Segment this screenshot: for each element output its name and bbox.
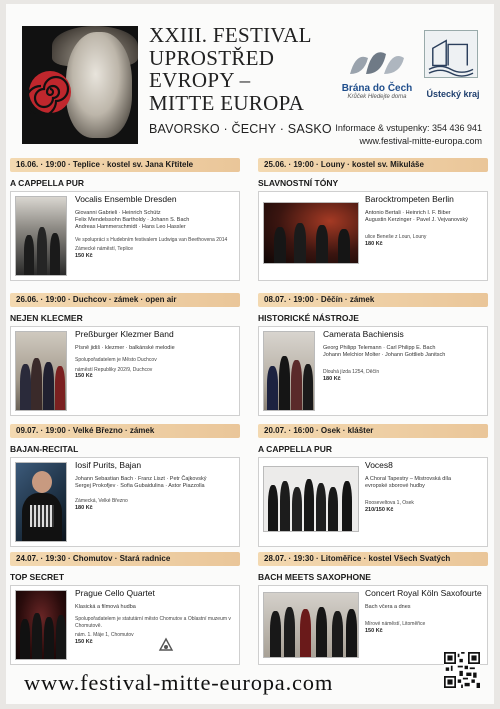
figure: [279, 356, 290, 410]
title-line: EVROPY –: [149, 68, 251, 92]
event-card: [258, 424, 488, 547]
program-line: Felix Mendelssohn Bartholdy · Johann S. Bach: [75, 217, 190, 224]
event-note: Spolupořadatelem je Město Duchcov: [75, 357, 157, 364]
portrait-face: [66, 32, 132, 138]
contact-block: [335, 122, 482, 148]
ensemble-photo: [263, 202, 359, 264]
performer-head: [32, 471, 52, 493]
ustecky-kraj-name: Ústecký kraj: [426, 89, 480, 99]
figure: [268, 485, 278, 531]
program-line: Augustin Kerzinger · Pavel J. Vejvanovský: [365, 217, 469, 224]
program-line: Andreas Hammerschmidt · Hans Leo Hassler: [75, 224, 186, 231]
figure: [280, 481, 290, 531]
brana-do-cech-name: Brána do Čech: [341, 83, 413, 94]
figure: [20, 619, 30, 659]
event-date-bar: 09.07. · 19:00 · Velké Březno · zámek: [10, 424, 240, 438]
event-details: [10, 585, 240, 665]
event-address: ulice Beneše z Loun, Louny: [365, 234, 427, 241]
event-address: nám. 1. Máje 1, Chomutov: [75, 632, 134, 639]
event-address: Zámecké náměstí, Teplice: [75, 246, 133, 253]
event-date-bar: 25.06. · 19:00 · Louny · kostel sv. Mikuláše: [258, 158, 488, 172]
event-card: [10, 158, 240, 281]
event-heading: BAJAN-RECITAL: [10, 444, 79, 454]
figure: [37, 227, 47, 275]
ustecky-kraj-logo: [424, 30, 482, 99]
figure: [332, 611, 343, 657]
event-details: [258, 191, 488, 281]
figure: [43, 362, 54, 410]
program-line: Sergej Prokofjev · Sofia Gubaidulina · Astor Piazzolla: [75, 483, 205, 490]
festival-title: [149, 24, 312, 114]
event-price: 150 Kč: [75, 252, 93, 259]
event-card: [258, 158, 488, 281]
event-date-bar: 26.06. · 19:00 · Duchcov · zámek · open air: [10, 293, 240, 307]
figure: [328, 487, 338, 531]
event-price: 210/150 Kč: [365, 506, 394, 513]
performer-name: Concert Royal Köln Saxofourte: [365, 588, 482, 598]
event-date-bar: 08.07. · 19:00 · Děčín · zámek: [258, 293, 488, 307]
event-heading: BACH MEETS SAXOPHONE: [258, 572, 371, 582]
event-price: 150 Kč: [75, 373, 93, 380]
figure: [291, 360, 302, 410]
figure: [284, 607, 295, 657]
figure: [20, 364, 31, 410]
event-date-bar: 28.07. · 19:30 · Litoměřice · kostel Všech Svatých: [258, 552, 488, 566]
brana-do-cech-logo: [340, 44, 414, 100]
ensemble-photo: [263, 592, 359, 658]
program-line: evropské sborové hudby: [365, 483, 425, 490]
event-address: náměstí Republiky 202/9, Duchcov: [75, 366, 153, 373]
figure: [31, 358, 42, 410]
event-address: Dlouhá jízda 1254, Děčín: [323, 369, 380, 376]
performer-name: Vocalis Ensemble Dresden: [75, 194, 177, 204]
ensemble-photo: [15, 331, 67, 411]
ensemble-photo: [263, 331, 315, 411]
event-note: Spolupořadatelem je statutární město Chomutov a Oblastní muzeum v Chomutově.: [75, 616, 231, 629]
figure: [32, 613, 42, 659]
title-line: XXIII. FESTIVAL: [149, 23, 312, 47]
program-line: Bach včera a dnes: [365, 604, 411, 610]
event-price: 180 Kč: [323, 375, 341, 382]
event-address: Zámecká, Velké Březno: [75, 498, 128, 505]
event-heading: NEJEN KLECMER: [10, 313, 83, 323]
figure: [292, 487, 302, 531]
figure: [346, 609, 357, 657]
figure: [44, 617, 54, 659]
event-heading: A CAPPELLA PUR: [10, 178, 84, 188]
figure: [316, 607, 327, 657]
ensemble-photo: [263, 466, 359, 532]
event-info: [75, 329, 235, 379]
program-line: Antonio Bertali · Heinrich I. F. Biber: [365, 210, 451, 216]
figure: [55, 366, 65, 410]
performer-name: Preßburger Klezmer Band: [75, 329, 174, 339]
figure: [50, 233, 60, 275]
event-info: [365, 460, 483, 513]
event-card: [258, 552, 488, 665]
performer-name: Prague Cello Quartet: [75, 588, 155, 598]
event-info: [365, 588, 483, 634]
event-info: [75, 194, 235, 259]
brana-do-cech-mark-icon: [346, 44, 408, 76]
event-price: 180 Kč: [365, 240, 383, 247]
event-card: [10, 293, 240, 416]
event-card: [10, 552, 240, 665]
festival-poster: [6, 4, 494, 704]
event-note: Ve spolupráci s Hudebním festivalem Ludwiga van Beethovena 2014: [75, 236, 228, 243]
event-address: Rooseveltova 1, Osek: [365, 500, 414, 507]
event-price: 180 Kč: [75, 504, 93, 511]
event-card: [10, 424, 240, 547]
ustecky-kraj-mark-icon: [424, 30, 478, 78]
figure: [342, 481, 352, 531]
performer-name: Voces8: [365, 460, 393, 470]
figure: [270, 611, 281, 657]
figure: [267, 366, 278, 410]
event-details: [10, 326, 240, 416]
program-line: Písně jidiš · klezmer · balkánské melodie: [75, 345, 175, 351]
figure: [304, 479, 314, 531]
figure: [338, 229, 350, 263]
program-line: Johann Sebastian Bach · Franz Liszt · Petr Čajkovský: [75, 476, 207, 482]
event-price: 150 Kč: [365, 627, 383, 634]
qr-code-icon[interactable]: [444, 652, 480, 688]
title-line: UPROSTŘED: [149, 45, 275, 70]
event-date-bar: 20.07. · 16:00 · Osek · klášter: [258, 424, 488, 438]
brana-do-cech-tagline: Krůček Hledejte doma: [347, 94, 407, 100]
event-details: [258, 457, 488, 547]
performer-name: Barocktrompeten Berlin: [365, 194, 454, 204]
title-line: MITTE EUROPA: [149, 90, 305, 115]
event-date-bar: 16.06. · 19:00 · Teplice · kostel sv. Jana Křtitele: [10, 158, 240, 172]
figure: [24, 235, 34, 275]
audio-logo-icon: [157, 636, 175, 654]
event-date-bar: 24.07. · 19:30 · Chomutov · Stará radnice: [10, 552, 240, 566]
figure: [274, 227, 286, 263]
program-line: Giovanni Gabrieli · Heinrich Schütz: [75, 210, 161, 216]
event-heading: HISTORICKÉ NÁSTROJE: [258, 313, 359, 323]
event-info: [75, 460, 235, 511]
program-line: A Choral Tapestry – Mistrovská díla: [365, 476, 452, 482]
figure: [300, 609, 311, 657]
event-card: [258, 293, 488, 416]
event-details: [10, 191, 240, 281]
figure: [303, 364, 313, 410]
performer-name: Iosif Purits, Bajan: [75, 460, 142, 470]
event-price: 150 Kč: [75, 638, 93, 645]
ensemble-photo: [15, 590, 67, 660]
program-line: Klasická a filmová hudba: [75, 604, 136, 610]
figure: [316, 483, 326, 531]
bajan-instrument: [30, 505, 54, 527]
event-address: Mírové náměstí, Litoměřice: [365, 621, 426, 628]
event-heading: SLAVNOSTNÍ TÓNY: [258, 178, 339, 188]
footer-website[interactable]: www.festival-mitte-europa.com: [24, 670, 334, 695]
event-info: [365, 194, 483, 247]
figure: [316, 225, 328, 263]
event-info: [323, 329, 483, 382]
event-heading: TOP SECRET: [10, 572, 65, 582]
event-details: [10, 457, 240, 547]
event-info: [75, 588, 235, 645]
event-details: [258, 326, 488, 416]
event-heading: A CAPPELLA PUR: [258, 444, 332, 454]
ensemble-photo: [15, 196, 67, 276]
program-line: Johann Melchior Molter · Johann Gottlieb Janitsch: [323, 352, 446, 359]
spiral-logo-icon: [28, 70, 72, 114]
figure: [56, 615, 66, 659]
regions-subtitle: BAVORSKO · ČECHY · SASKO: [149, 122, 332, 136]
hero-portrait-image: [22, 26, 138, 144]
figure: [294, 223, 306, 263]
performer-name: Camerata Bachiensis: [323, 329, 404, 339]
program-line: Georg Philipp Telemann · Carl Philipp E. Bach: [323, 345, 436, 351]
contact-line: Informace & vstupenky: 354 436 941: [335, 123, 482, 133]
performer-photo: [15, 462, 67, 542]
website-link[interactable]: www.festival-mitte-europa.com: [359, 136, 482, 146]
